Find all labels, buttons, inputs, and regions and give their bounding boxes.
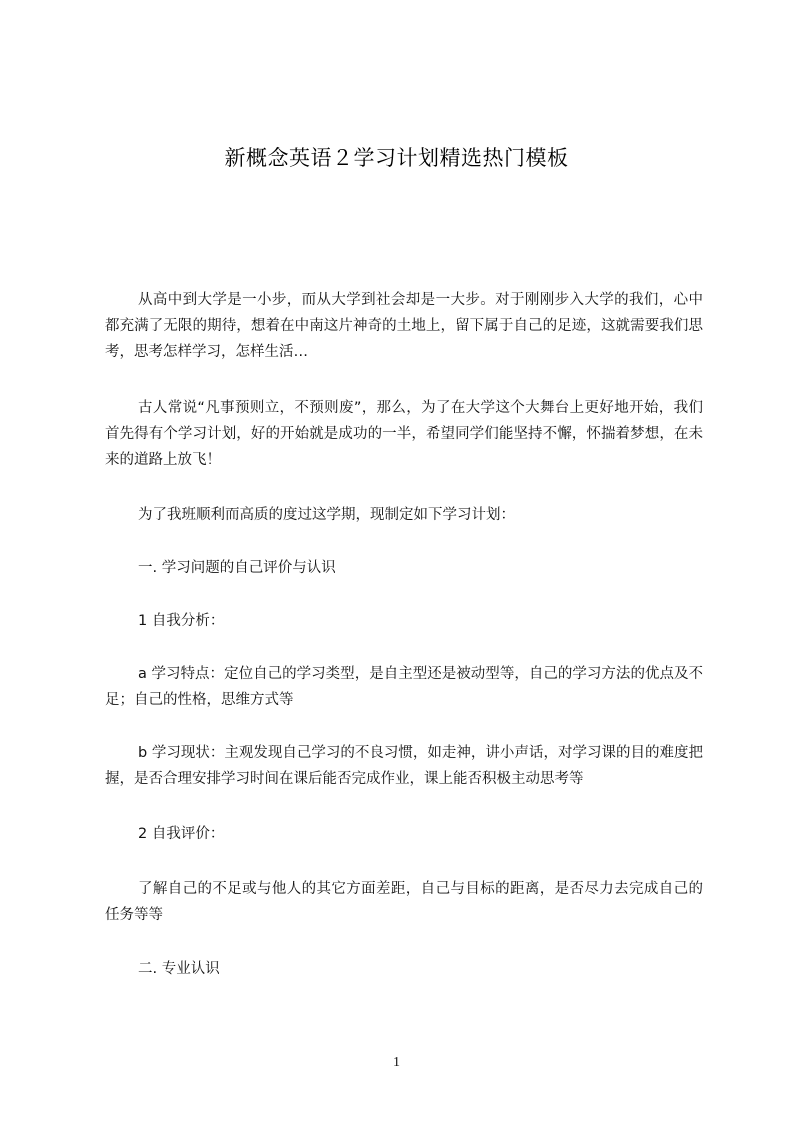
- paragraph-learning-traits: a 学习特点：定位自己的学习类型，是自主型还是被动型等，自己的学习方法的优点及不足；自己的性格，思维方式等: [105, 666, 703, 708]
- document-title: 新概念英语２学习计划精选热门模板: [224, 146, 569, 170]
- section-heading-1: 一. 学习问题的自己评价与认识: [138, 560, 336, 576]
- subheading-self-analysis: 1 自我分析：: [138, 613, 225, 629]
- section-heading-2: 二. 专业认识: [138, 961, 220, 977]
- paragraph-intro: 从高中到大学是一小步，而从大学到社会却是一大步。对于刚刚步入大学的我们，心中都充满了无限的期待，想着在中南这片神奇的土地上，留下属于自己的足迹，这就需要我们思考，思考怎样学习，怎样生活…: [105, 292, 703, 360]
- paragraph-evaluation: 了解自己的不足或与他人的其它方面差距，自己与目标的距离，是否尽力去完成自己的任务等等: [105, 881, 703, 923]
- paragraph-plan-intro: 为了我班顺利而高质的度过这学期，现制定如下学习计划：: [138, 507, 515, 523]
- paragraph-learning-status: b 学习现状：主观发现自己学习的不良习惯，如走神，讲小声话，对学习课的目的难度把握，是否合理安排学习时间在课后能否完成作业，课上能否积极主动思考等: [105, 745, 703, 787]
- page-number: 1: [393, 1055, 400, 1070]
- subheading-self-evaluation: 2 自我评价：: [138, 826, 225, 842]
- paragraph-proverb: 古人常说“凡事预则立，不预则废”，那么，为了在大学这个大舞台上更好地开始，我们首先得有个学习计划，好的开始就是成功的一半，希望同学们能坚持不懈，怀揣着梦想，在未来的道路上放飞！: [105, 400, 703, 468]
